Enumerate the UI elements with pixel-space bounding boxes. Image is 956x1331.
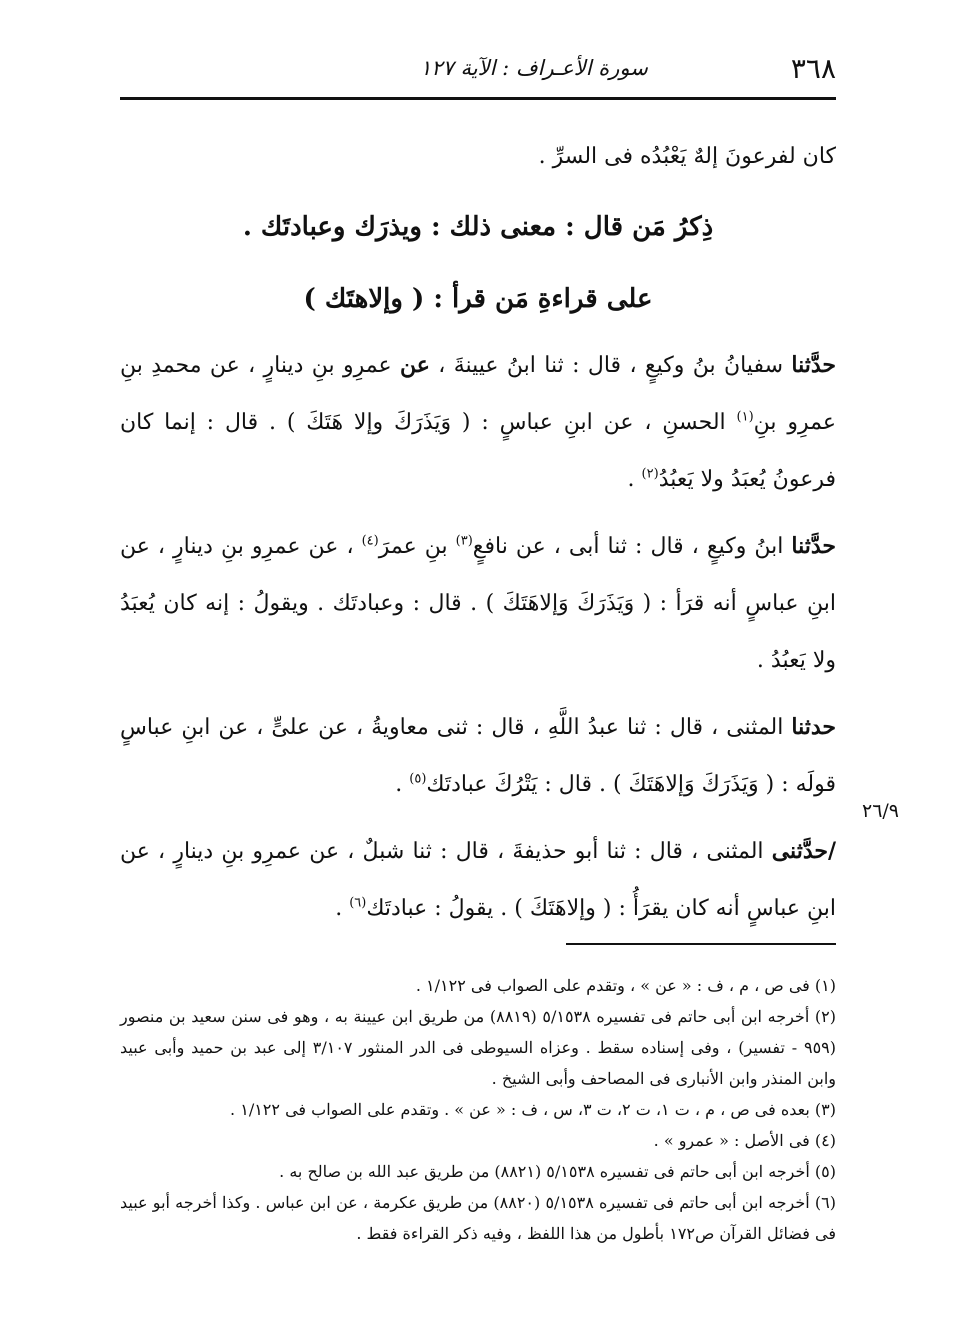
paragraph-text: عمرِو بنِ دينارٍ ، عن محمدِ بنِ عمرِو بنِ — [120, 353, 836, 435]
isnad-lead: حدَّثنا — [791, 352, 836, 378]
paragraph-text: . — [627, 467, 642, 492]
footnote-3: (٣) بعده فى ص ، م ، ت ١، ت ٢، ت ٣، س ، ف : « عن » . وتقدم على الصواب فى ١/١٢٢ . — [230, 1100, 836, 1119]
isnad-lead: /حدَّثنى — [771, 838, 836, 864]
paragraph-text: . — [395, 772, 410, 797]
paragraph-text: ابنُ وكيعٍ ، قال : ثنا أبى ، عن نافعٍ — [472, 534, 792, 559]
footnote-2: (٢) أخرجه ابن أبى حاتم فى تفسيره ٥/١٥٣٨ (٨٨١٩) من طريق ابن عيينة به ، وهو فى سنن سعيد بن منصور (٩٥٩ - تفسير) ، وفى إسناده سقط . وعزاه السيوطى فى الدر المنثور ٣/١٠٧ إلى عبد بن حميد وأبى عبيد وابن المنذر وابن الأنبارى فى المصاحف وأبى الشيخ . — [120, 1007, 836, 1088]
footnote-marker: (١) — [736, 409, 754, 425]
footnote-marker: (٤) — [361, 533, 379, 549]
footnote-rule — [566, 943, 836, 945]
paragraph-text: ، عن عمرِو بنِ دينارٍ ، عن ابنِ عباسٍ أنه قرَأ : ( وَيَذَرَكَ وَإلاهَتَكَ ) . قال : وعبادتَك . ويقولُ : إنه كان يُعبَدُ ولا يَعبُدُ . — [120, 534, 836, 673]
running-head: سورة الأعـراف : الآية ١٢٧ — [420, 56, 648, 80]
page-header — [120, 40, 836, 96]
main-text — [120, 128, 836, 937]
section-heading: ذِكرُ مَن قال : معنى ذلك : ويذرَك وعبادتَك . — [242, 212, 714, 242]
footnote-marker: (٢) — [641, 466, 659, 482]
section-subheading: على قراءةِ مَن قرأ : ( وإلاهتَك ) — [303, 284, 653, 314]
footnote-1: (١) فى ص ، م ، ف : « عن » ، وتقدم على الصواب فى ١/١٢٢ . — [415, 976, 836, 995]
footnote-marker: (٦) — [349, 895, 367, 911]
footnote-marker: (٥) — [409, 771, 427, 787]
hadith-paragraph-4 — [120, 823, 836, 937]
isnad-lead: حدَّثنا — [791, 533, 837, 559]
isnad-lead: حدثنا — [791, 714, 836, 740]
footnote-4: (٤) فى الأصل : « عمرو » . — [653, 1131, 836, 1150]
isnad-bold: عن — [400, 352, 430, 378]
hadith-paragraph-1 — [120, 337, 836, 508]
hadith-paragraph-3 — [120, 699, 836, 813]
paragraph-text: سفيانُ بنُ وكيعٍ ، قال : ثنا ابنُ عيينةَ ، — [429, 353, 792, 378]
opening-line: كان لفرعونَ إلهٌ يَعْبُدُه فى السرِّ . — [538, 144, 836, 169]
footnote-5: (٥) أخرجه ابن أبى حاتم فى تفسيره ٥/١٥٣٨ (٨٨٢١) من طريق عبد الله بن صالح به . — [279, 1162, 836, 1181]
footnote-marker: (٣) — [455, 533, 473, 549]
paragraph-text: المثنى ، قال : ثنا عبدُ اللَّهِ ، قال : ثنى معاويةُ ، عن علىٍّ ، عن ابنِ عباسٍ قولَه : ( وَيَذَرَكَ وَإلاهَتَكَ ) . قال : يَتْرُكَ عبادتَك — [120, 715, 836, 797]
header-rule — [120, 97, 836, 100]
paragraph-text: . — [335, 896, 350, 921]
paragraph-text: المثنى ، قال : ثنا أبو حذيفةَ ، قال : ثنا شبلٌ ، عن عمرِو بنِ دينارٍ ، عن ابنِ عباسٍ أنه كان يقرَأُ : ( وإلاهَتَكَ ) . يقولُ : عبادتَك — [120, 839, 836, 921]
hadith-paragraph-2 — [120, 518, 836, 689]
paragraph-text: الحسنِ ، عن ابنِ عباسٍ : ( وَيَذَرَكَ وإلا هَتَكَ ) . قال : إنما كان فرعونُ يُعبَدُ ولا يَعبُدُ — [120, 410, 836, 492]
footnotes — [120, 970, 836, 1249]
footnote-6: (٦) أخرجه ابن أبى حاتم فى تفسيره ٥/١٥٣٨ (٨٨٢٠) من طريق عكرمة ، عن ابن عباس . وكذا أخرجه أبو عبيد فى فضائل القرآن ص١٧٢ بأطول من هذا اللفظ ، وفيه ذكر القراءة فقط . — [120, 1193, 837, 1243]
margin-reference: ٢٦/٩ — [862, 800, 900, 822]
page-number: ٣٦٨ — [790, 51, 836, 85]
paragraph-text: بنِ عمرَ — [378, 534, 456, 559]
